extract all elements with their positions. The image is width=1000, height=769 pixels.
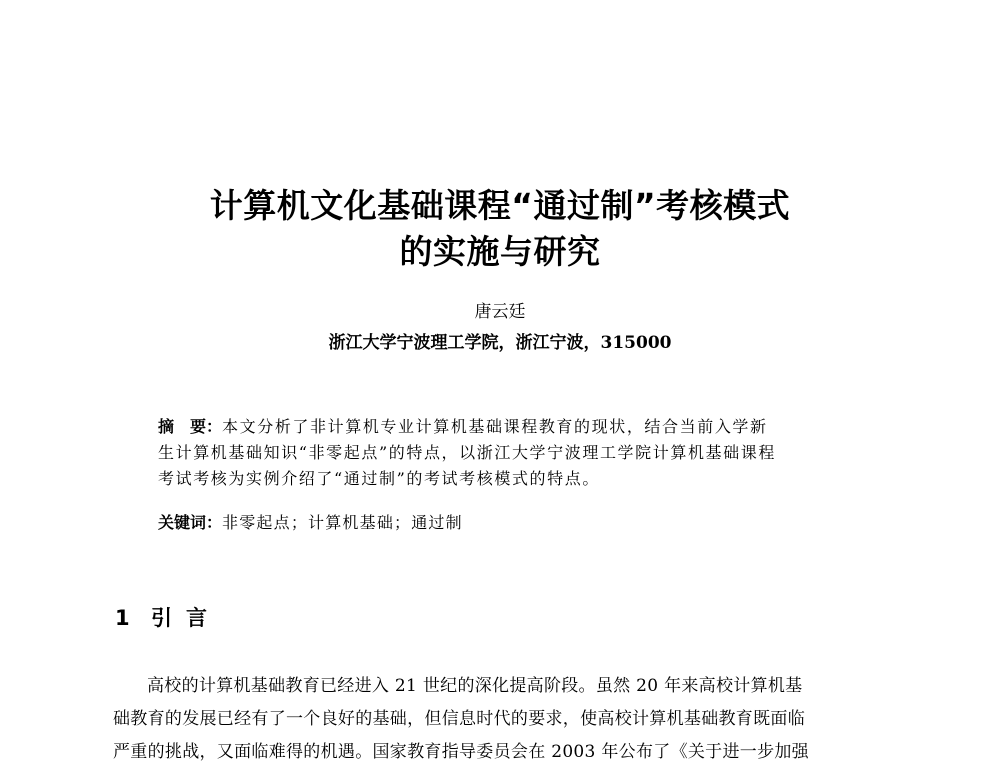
body-line-2: 础教育的发展已经有了一个良好的基础，但信息时代的要求，使高校计算机基础教育既面临 — [113, 709, 805, 729]
keywords — [158, 510, 463, 536]
abstract-line-2: 生计算机基础知识“非零起点”的特点，以浙江大学宁波理工学院计算机基础课程 — [158, 443, 776, 462]
paper-title — [0, 183, 1000, 275]
keywords-text: 非零起点；计算机基础；通过制 — [222, 513, 463, 532]
body-line-1: 高校的计算机基础教育已经进入 21 世纪的深化提高阶段。虽然 20 年来高校计算机基 — [147, 676, 803, 696]
keywords-label: 关键词： — [158, 513, 223, 532]
author-name: 唐云廷 — [474, 302, 526, 322]
abstract — [158, 414, 858, 492]
section-number: 1 — [115, 606, 130, 630]
body-line-3: 严重的挑战，又面临难得的机遇。国家教育指导委员会在 2003 年公布了《关于进一步加强 — [113, 742, 809, 762]
abstract-line-3: 考试考核为实例介绍了“通过制”的考试考核模式的特点。 — [158, 469, 600, 488]
abstract-text-1: 本文分析了非计算机专业计算机基础课程教育的现状，结合当前入学新 — [222, 417, 768, 436]
title-line-2: 的实施与研究 — [399, 232, 601, 271]
section-heading — [115, 604, 221, 632]
abstract-label: 摘 要： — [158, 417, 223, 436]
section-title: 引言 — [151, 606, 221, 630]
abstract-line-1 — [158, 414, 858, 440]
body-paragraph — [113, 670, 893, 769]
title-line-1: 计算机文化基础课程“通过制”考核模式 — [209, 186, 791, 225]
author-affiliation: 浙江大学宁波理工学院，浙江宁波，315000 — [328, 333, 672, 353]
